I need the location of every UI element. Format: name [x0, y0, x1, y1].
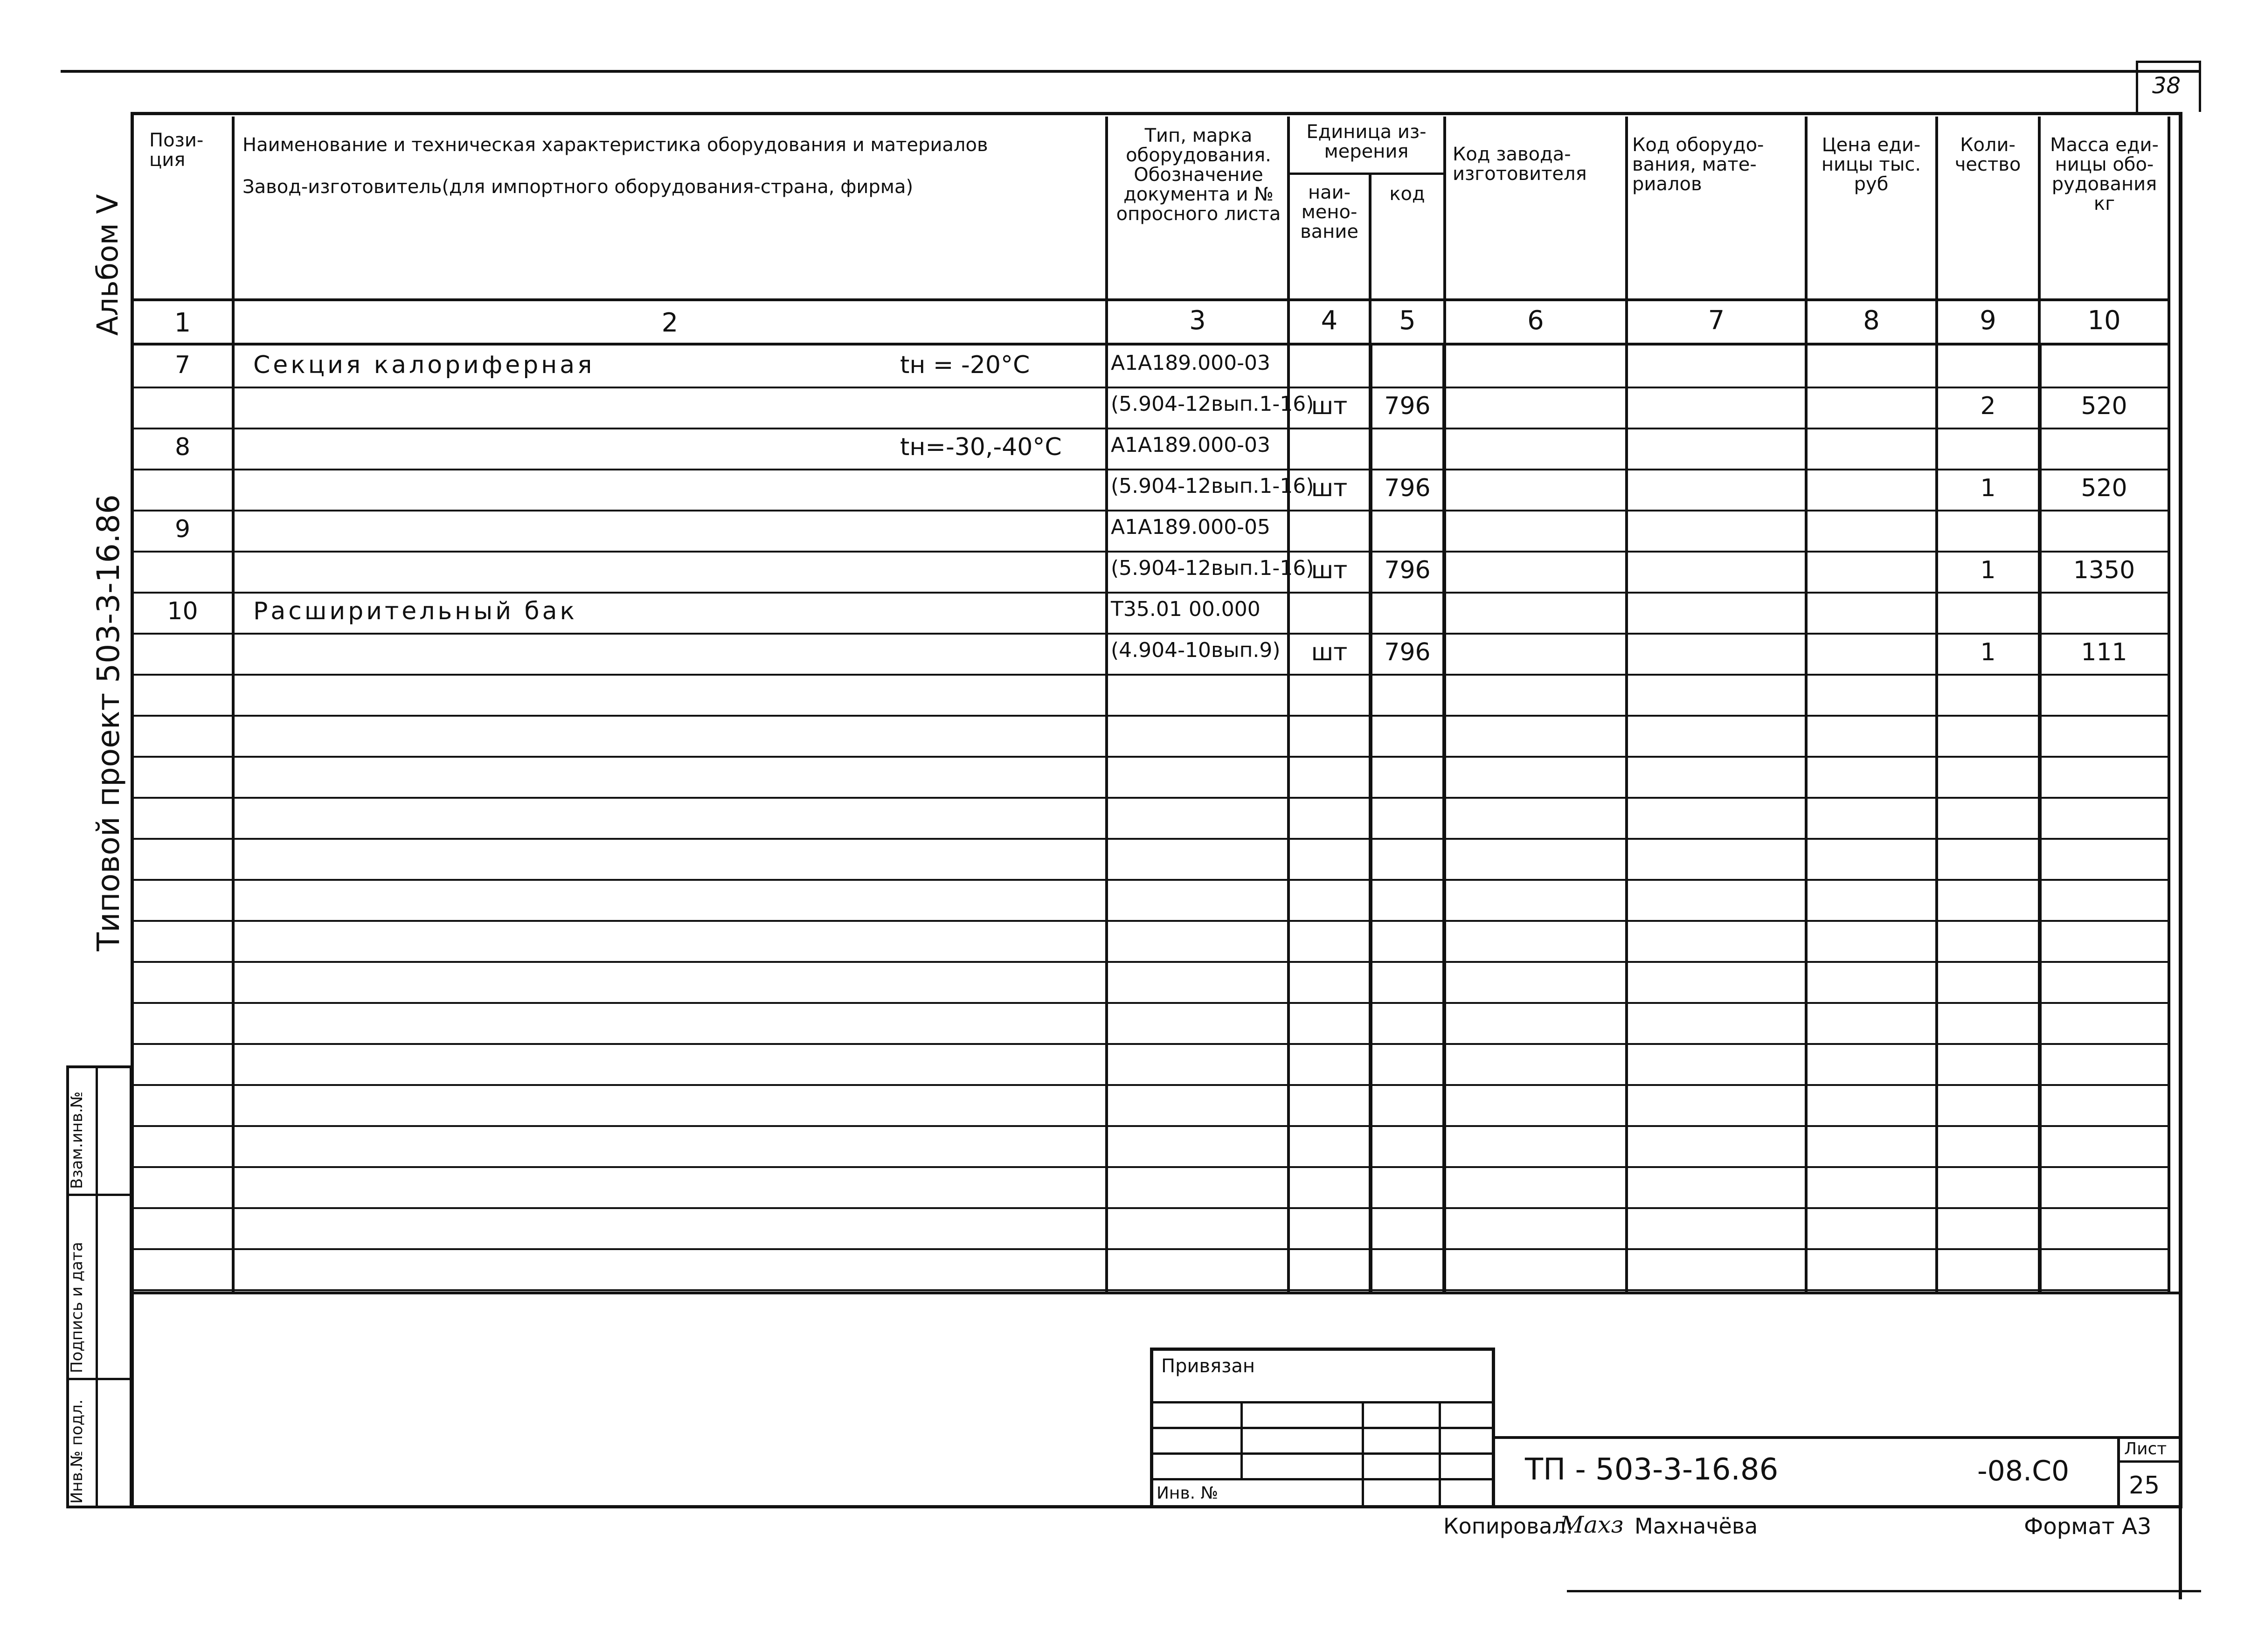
side-stamp-h2: [66, 1378, 132, 1380]
row-line: [132, 510, 2170, 511]
privyazan-h4: [1150, 1478, 1495, 1480]
copied-signature: Махз: [1560, 1511, 1624, 1538]
row-line: [132, 1084, 2170, 1086]
header-unit-name: наи-мено-вание: [1300, 182, 1358, 242]
cell-type: (5.904-12вып.1-16): [1111, 556, 1314, 580]
cell-unit: шт: [1311, 392, 1348, 420]
side-stamp-vzam: Взам.инв.№: [68, 1091, 86, 1189]
colnum-9: 9: [1980, 305, 1996, 336]
colnum-bottom-line: [132, 343, 2170, 346]
cell-qty: 1: [1980, 556, 1996, 584]
privyazan-h2: [1150, 1427, 1495, 1429]
header-price: Цена еди-ницы тыс. руб: [1821, 134, 1921, 195]
copied-label: Копировал:: [1443, 1514, 1573, 1539]
cell-code: 796: [1384, 556, 1431, 584]
privyazan-h3: [1150, 1452, 1495, 1455]
cell-type: А1А189.000-03: [1111, 433, 1271, 457]
row-line: [132, 428, 2170, 429]
row-line: [132, 1166, 2170, 1168]
row-line: [132, 1207, 2170, 1209]
cell-pos: 10: [167, 597, 198, 625]
cell-temp: tн = -20°С: [900, 351, 1030, 379]
colnum-1: 1: [174, 308, 191, 338]
colnum-5: 5: [1399, 305, 1416, 336]
colnum-3: 3: [1189, 305, 1206, 336]
col-line-3: [1287, 117, 1290, 1294]
colnum-8: 8: [1863, 305, 1880, 336]
cell-type: А1А189.000-05: [1111, 515, 1271, 539]
cell-code: 796: [1384, 638, 1431, 666]
cell-mass: 520: [2081, 392, 2127, 420]
header-position: Пози-ция: [149, 130, 204, 171]
designation-suffix: -08.С0: [1977, 1455, 2070, 1487]
cell-pos: 7: [174, 351, 191, 379]
colnum-2: 2: [661, 308, 679, 338]
privyazan-v2: [1362, 1401, 1364, 1508]
cell-type: (5.904-12вып.1-16): [1111, 474, 1314, 498]
header-type: Тип, марка оборудования. Обозначение документа и № опросного листа: [1116, 125, 1281, 225]
header-mass: Масса еди-ницы обо-рудования кг: [2050, 134, 2159, 214]
header-equipment-code: Код оборудо-вания, мате-риалов: [1632, 134, 1764, 195]
bottom-rule: [1567, 1590, 2201, 1592]
privyazan-v3: [1439, 1401, 1441, 1508]
page-number: 38: [2152, 73, 2181, 99]
cell-unit: шт: [1311, 556, 1348, 584]
privyazan-h1: [1150, 1401, 1495, 1403]
cell-type: (5.904-12вып.1-16): [1111, 392, 1314, 416]
col-line-8: [1935, 117, 1938, 1294]
header-factory-code: Код завода-изготовителя: [1453, 144, 1587, 185]
side-stamp-h1: [66, 1194, 132, 1196]
cell-temp: tн=-30,-40°С: [900, 433, 1062, 461]
row-line: [132, 551, 2170, 553]
row-line: [132, 1248, 2170, 1250]
sheet-label: Лист: [2124, 1439, 2167, 1458]
cell-unit: шт: [1311, 474, 1348, 502]
sheet-box-left: [2117, 1436, 2120, 1508]
row-line: [132, 387, 2170, 388]
col-line-6: [1625, 117, 1628, 1294]
row-line: [132, 674, 2170, 676]
sheet-box-mid: [2117, 1460, 2181, 1463]
header-unit: Единица из-мерения: [1306, 121, 1427, 162]
row-line: [132, 1043, 2170, 1045]
col-line-1: [232, 117, 235, 1294]
cell-pos: 8: [174, 433, 191, 461]
colnum-4: 4: [1321, 305, 1338, 336]
inv-no-label: Инв. №: [1157, 1484, 1219, 1503]
row-line: [132, 838, 2170, 840]
table-bottom-line: [132, 1292, 2180, 1294]
colnum-6: 6: [1527, 305, 1544, 336]
cell-mass: 1350: [2073, 556, 2135, 584]
cell-mass: 520: [2081, 474, 2127, 502]
colnum-7: 7: [1708, 305, 1725, 336]
unit-split-line: [1287, 173, 1443, 175]
side-stamp-sign: Подпись и дата: [68, 1242, 86, 1373]
col-line-10: [2168, 117, 2170, 1294]
cell-qty: 1: [1980, 474, 1996, 502]
side-stamp-divider: [96, 1065, 98, 1508]
row-line: [132, 469, 2170, 470]
header-unit-code: код: [1389, 183, 1425, 205]
privyazan-label: Привязан: [1161, 1355, 1255, 1377]
row-line: [132, 1002, 2170, 1004]
cell-pos: 9: [174, 515, 191, 543]
copied-name: Махначёва: [1635, 1514, 1758, 1539]
header-name-line2: Завод-изготовитель(для импортного оборудования-страна, фирма): [242, 176, 914, 198]
sheet-number: 25: [2129, 1472, 2160, 1500]
colnum-10: 10: [2087, 305, 2121, 336]
cell-type: А1А189.000-03: [1111, 351, 1271, 375]
title-main-top: [1495, 1436, 2181, 1439]
header-bottom-line: [132, 298, 2170, 301]
col-line-7: [1805, 117, 1808, 1294]
row-line: [132, 961, 2170, 963]
row-line: [132, 920, 2170, 922]
row-line: [132, 1125, 2170, 1127]
row-line: [132, 756, 2170, 758]
cell-name: Секция калориферная: [253, 351, 595, 379]
cell-unit: шт: [1311, 638, 1348, 666]
row-line: [132, 715, 2170, 717]
cell-code: 796: [1384, 392, 1431, 420]
side-stamp-inv: Инв.№ подл.: [68, 1399, 86, 1504]
col-line-2: [1105, 117, 1108, 1294]
album-label: Альбом V: [90, 194, 125, 336]
row-line: [132, 633, 2170, 635]
cell-type: (4.904-10вып.9): [1111, 638, 1281, 662]
cell-type: Т35.01 00.000: [1111, 597, 1261, 621]
row-line: [132, 797, 2170, 799]
format-label: Формат А3: [2024, 1514, 2152, 1540]
cell-code: 796: [1384, 474, 1431, 502]
designation: ТП - 503-3-16.86: [1525, 1452, 1779, 1487]
row-line: [132, 592, 2170, 594]
header-quantity: Коли-чество: [1954, 134, 2021, 175]
top-rule: [61, 70, 2201, 73]
cell-name: Расширительный бак: [253, 597, 577, 625]
cell-qty: 1: [1980, 638, 1996, 666]
row-line: [132, 1289, 2170, 1291]
outer-frame-right: [2179, 112, 2182, 1599]
header-name-line1: Наименование и техническая характеристика оборудования и материалов: [242, 134, 988, 156]
row-line: [132, 879, 2170, 881]
cell-qty: 2: [1980, 392, 1996, 420]
privyazan-v1: [1240, 1401, 1243, 1478]
project-label: Типовой проект 503-3-16.86: [90, 494, 126, 951]
cell-mass: 111: [2081, 638, 2127, 666]
